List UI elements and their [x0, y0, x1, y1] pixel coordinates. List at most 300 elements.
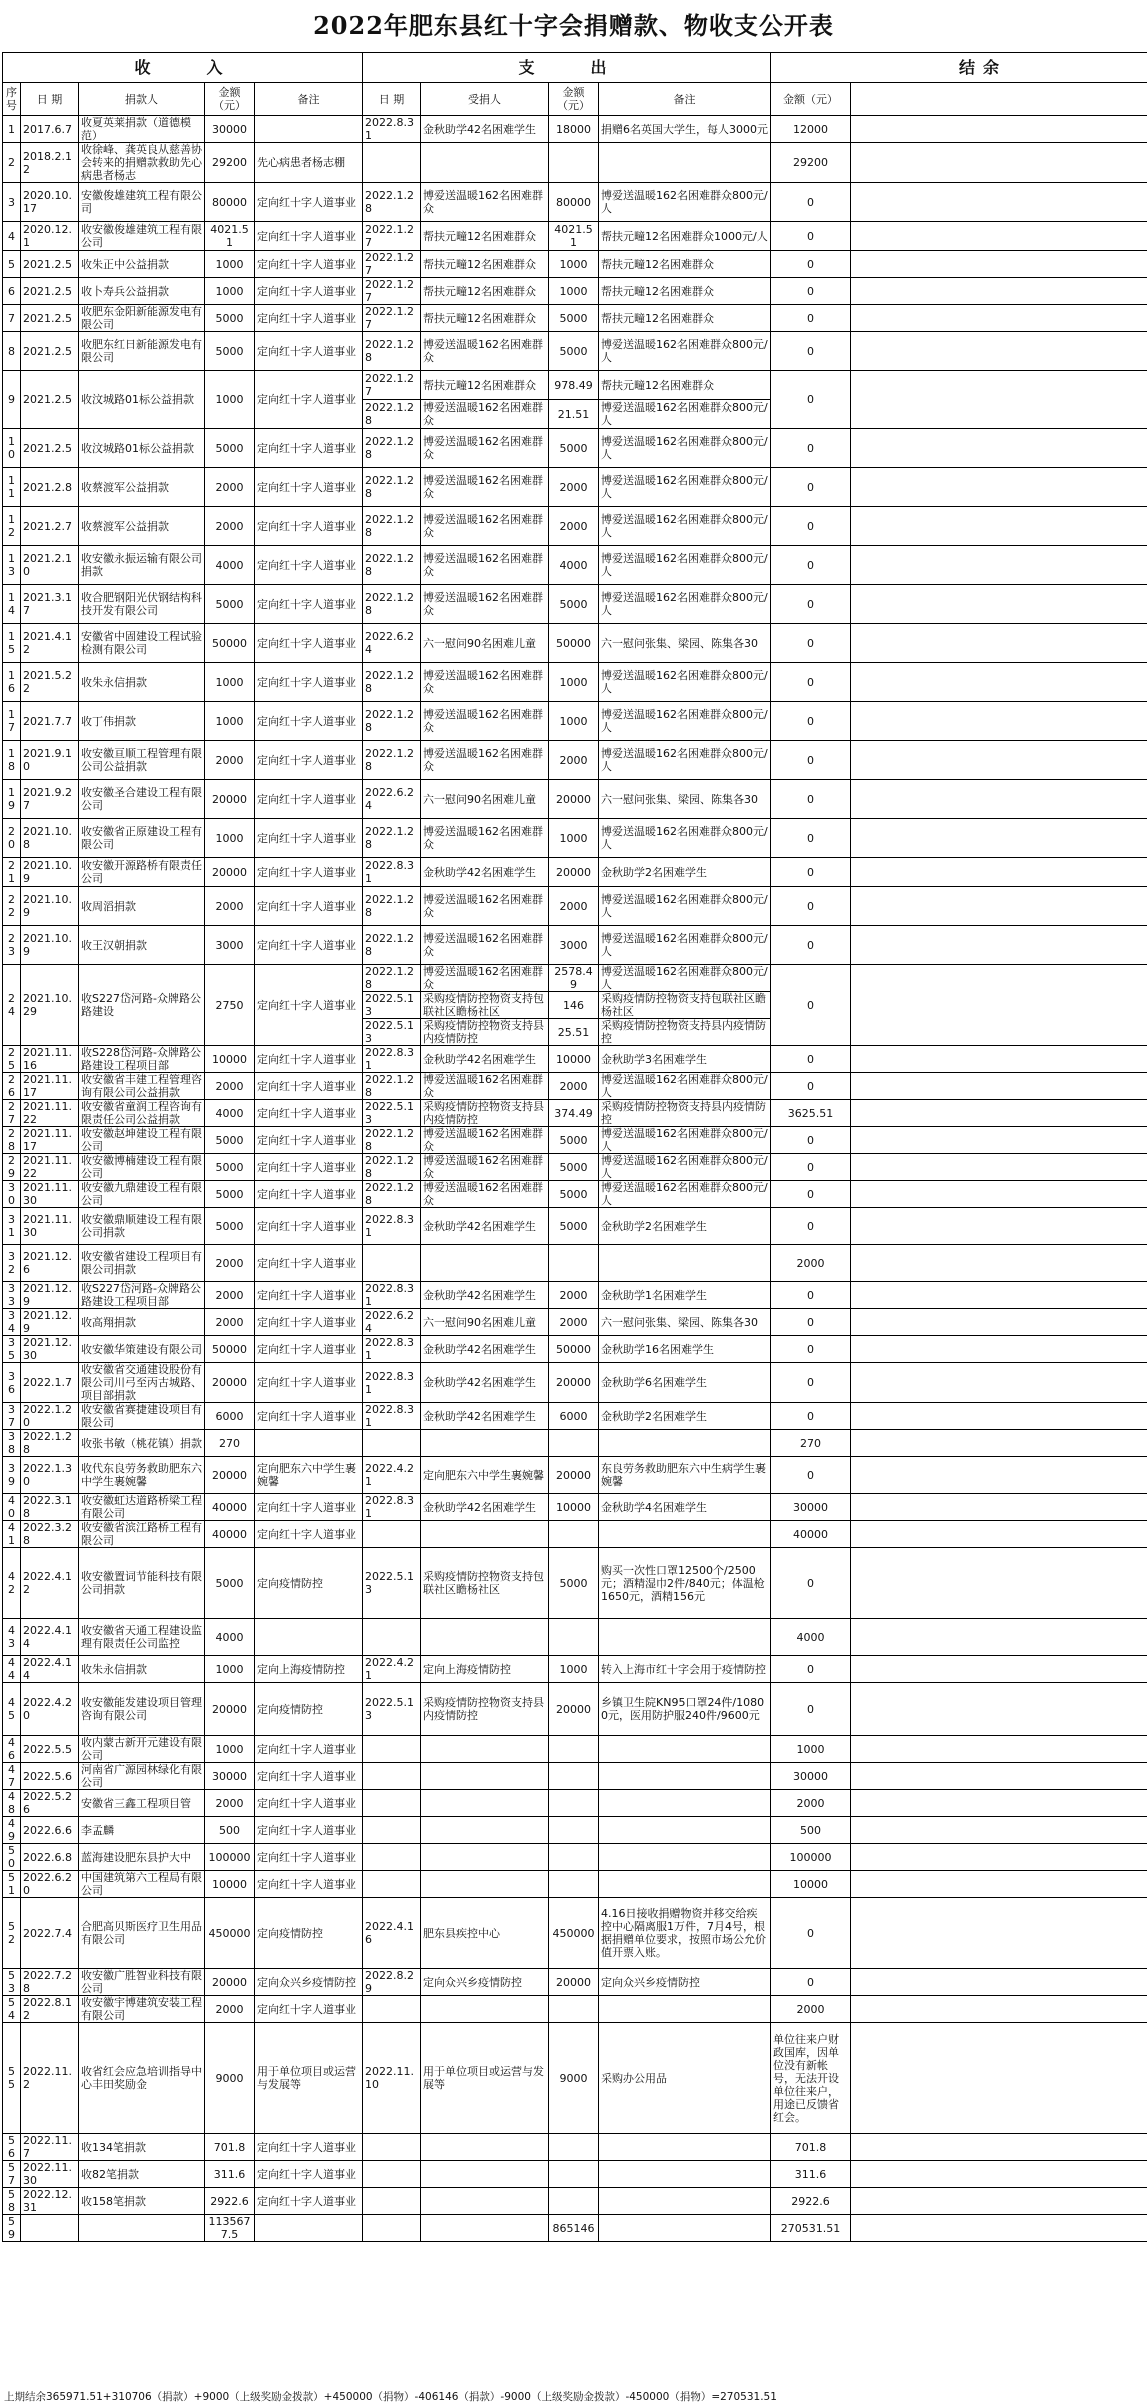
page-title: 2022年肥东县红十字会捐赠款、物收支公开表	[313, 11, 834, 40]
row-recipient	[421, 1521, 549, 1548]
row-seq: 42	[3, 1548, 21, 1619]
row-donor: 收134笔捐款	[79, 2134, 205, 2161]
row-exp-note: 博爱送温暖162名困难群众800元/人	[599, 741, 771, 780]
row-amount: 5000	[205, 1154, 255, 1181]
row-donor	[79, 2215, 205, 2242]
row-exp-amount: 865146	[549, 2215, 599, 2242]
row-recipient: 六一慰问90名困难儿童	[421, 624, 549, 663]
row-exp-note: 帮扶元疃12名困难群众	[599, 251, 771, 278]
row-exp-amount: 5000	[549, 1181, 599, 1208]
row-date: 2022.6.8	[21, 1844, 79, 1871]
row-amount: 20000	[205, 1363, 255, 1403]
row-exp-note: 博爱送温暖162名困难群众800元/人	[599, 468, 771, 507]
row-balance-blank	[851, 1763, 1147, 1790]
row-recipient: 金秋助学42名困难学生	[421, 1363, 549, 1403]
row-seq: 43	[3, 1619, 21, 1656]
row-exp-date: 2022.8.29	[363, 1969, 421, 1996]
row-exp-amount	[549, 143, 599, 183]
row-amount: 40000	[205, 1494, 255, 1521]
row-recipient: 金秋助学42名困难学生	[421, 1046, 549, 1073]
row-note: 先心病患者杨志棚	[255, 143, 363, 183]
row-exp-note: 金秋助学2名困难学生	[599, 1208, 771, 1245]
row-recipient: 金秋助学42名困难学生	[421, 116, 549, 143]
row-exp-amount	[549, 1736, 599, 1763]
row-recipient: 金秋助学42名困难学生	[421, 1336, 549, 1363]
row-balance: 10000	[771, 1871, 851, 1898]
row-amount: 2922.6	[205, 2188, 255, 2215]
row-exp-note: 捐赠6名英国大学生，每人3000元	[599, 116, 771, 143]
table-row	[3, 741, 1147, 780]
row-note: 定向红十字人道事业	[255, 371, 363, 429]
row-seq: 52	[3, 1898, 21, 1969]
row-note: 定向红十字人道事业	[255, 222, 363, 251]
row-donor: 收82笔捐款	[79, 2161, 205, 2188]
col-exp-amount: 金额（元）	[549, 83, 599, 116]
row-balance-blank	[851, 741, 1147, 780]
row-exp-amount: 20000	[549, 1457, 599, 1494]
row-exp-note: 定向众兴乡疫情防控	[599, 1969, 771, 1996]
row-recipient	[421, 1817, 549, 1844]
row-exp-amount: 2000	[549, 1282, 599, 1309]
row-exp-amount	[549, 1521, 599, 1548]
row-balance: 0	[771, 1457, 851, 1494]
row-recipient: 帮扶元疃12名困难群众	[421, 251, 549, 278]
row-note: 定向红十字人道事业	[255, 1245, 363, 1282]
row-exp-date	[363, 1996, 421, 2023]
row-exp-note: 博爱送温暖162名困难群众800元/人	[599, 507, 771, 546]
row-date: 2021.4.12	[21, 624, 79, 663]
row-exp-date: 2022.6.24	[363, 624, 421, 663]
row-exp-date: 2022.1.27	[363, 222, 421, 251]
row-note	[255, 1619, 363, 1656]
row-balance-blank	[851, 1844, 1147, 1871]
row-donor: 收安徽亘顺工程管理有限公司公益捐款	[79, 741, 205, 780]
row-seq: 4	[3, 222, 21, 251]
row-exp-date: 2022.1.28	[363, 507, 421, 546]
row-seq: 10	[3, 429, 21, 468]
row-balance: 311.6	[771, 2161, 851, 2188]
row-balance: 0	[771, 507, 851, 546]
row-amount: 1000	[205, 278, 255, 305]
table-row	[3, 1073, 1147, 1100]
row-balance: 0	[771, 819, 851, 858]
row-note: 定向红十字人道事业	[255, 305, 363, 332]
row-donor: 河南省广源园林绿化有限公司	[79, 1763, 205, 1790]
row-note: 定向红十字人道事业	[255, 702, 363, 741]
row-seq: 39	[3, 1457, 21, 1494]
row-amount: 2000	[205, 1790, 255, 1817]
row-date: 2021.11.16	[21, 1046, 79, 1073]
table-row	[3, 507, 1147, 546]
row-seq: 13	[3, 546, 21, 585]
row-balance: 40000	[771, 1521, 851, 1548]
row-amount: 5000	[205, 585, 255, 624]
table-row	[3, 624, 1147, 663]
row-exp-note: 采购办公用品	[599, 2023, 771, 2134]
table-row	[3, 1996, 1147, 2023]
row-recipient: 博爱送温暖162名困难群众	[421, 1154, 549, 1181]
row-recipient: 帮扶元疃12名困难群众	[421, 278, 549, 305]
row-balance: 0	[771, 1073, 851, 1100]
col-note: 备注	[255, 83, 363, 116]
row-exp-note: 博爱送温暖162名困难群众800元/人	[599, 819, 771, 858]
row-note: 定向红十字人道事业	[255, 1282, 363, 1309]
row-recipient	[421, 2161, 549, 2188]
row-note	[255, 1430, 363, 1457]
row-balance-blank	[851, 1871, 1147, 1898]
row-exp-amount: 5000	[549, 332, 599, 371]
row-balance-blank	[851, 1457, 1147, 1494]
row-balance: 0	[771, 624, 851, 663]
row-exp-date: 2022.1.28	[363, 663, 421, 702]
row-exp-date	[363, 2188, 421, 2215]
row-seq: 32	[3, 1245, 21, 1282]
table-row	[3, 1336, 1147, 1363]
row-balance-blank	[851, 1619, 1147, 1656]
row-date: 2021.12.30	[21, 1336, 79, 1363]
row-note: 定向红十字人道事业	[255, 2188, 363, 2215]
row-seq: 8	[3, 332, 21, 371]
row-donor: 收朱永信捐款	[79, 663, 205, 702]
row-note: 定向红十字人道事业	[255, 780, 363, 819]
row-exp-note: 采购疫情防控物资支持包联社区瞻杨社区	[599, 992, 771, 1019]
row-exp-note: 帮扶元疃12名困难群众	[599, 305, 771, 332]
row-recipient	[421, 2188, 549, 2215]
row-balance-blank	[851, 1656, 1147, 1683]
col-balance-blank	[851, 83, 1147, 116]
row-balance-blank	[851, 429, 1147, 468]
row-donor: 收蔡渡军公益捐款	[79, 468, 205, 507]
row-seq: 36	[3, 1363, 21, 1403]
row-balance-blank	[851, 305, 1147, 332]
row-exp-note: 帮扶元疃12名困难群众	[599, 371, 771, 400]
row-seq: 18	[3, 741, 21, 780]
row-exp-date: 2022.1.27	[363, 371, 421, 400]
row-balance: 0	[771, 1336, 851, 1363]
row-amount: 270	[205, 1430, 255, 1457]
row-donor: 收S227岱河路-众牌路公路建设	[79, 965, 205, 1046]
row-exp-amount	[549, 1619, 599, 1656]
row-balance-blank	[851, 965, 1147, 1046]
table-row	[3, 2215, 1147, 2242]
row-note: 定向红十字人道事业	[255, 926, 363, 965]
row-donor: 收安徽省赛捷建设项目有限公司	[79, 1403, 205, 1430]
row-balance: 4000	[771, 1619, 851, 1656]
row-balance-blank	[851, 1403, 1147, 1430]
table-row	[3, 858, 1147, 887]
row-exp-note: 六一慰问张集、梁园、陈集各30	[599, 624, 771, 663]
row-donor: 收安徽赵坤建设工程有限公司	[79, 1127, 205, 1154]
row-donor: 收安徽广胜智业科技有限公司	[79, 1969, 205, 1996]
row-exp-note	[599, 2215, 771, 2242]
row-exp-amount: 2578.49	[549, 965, 599, 992]
table-row	[3, 702, 1147, 741]
row-balance-blank	[851, 1430, 1147, 1457]
row-recipient: 六一慰问90名困难儿童	[421, 1309, 549, 1336]
row-exp-amount: 1000	[549, 251, 599, 278]
row-balance: 0	[771, 1403, 851, 1430]
row-exp-note: 金秋助学2名困难学生	[599, 858, 771, 887]
row-date: 2021.11.17	[21, 1127, 79, 1154]
row-exp-date: 2022.1.28	[363, 1154, 421, 1181]
row-balance-blank	[851, 1548, 1147, 1619]
row-date: 2022.3.18	[21, 1494, 79, 1521]
row-seq: 25	[3, 1046, 21, 1073]
row-exp-note: 博爱送温暖162名困难群众800元/人	[599, 1073, 771, 1100]
row-exp-amount: 10000	[549, 1046, 599, 1073]
row-seq: 27	[3, 1100, 21, 1127]
row-recipient: 采购疫情防控物资支持包联社区瞻杨社区	[421, 992, 549, 1019]
row-exp-amount: 5000	[549, 1127, 599, 1154]
row-exp-amount: 50000	[549, 624, 599, 663]
row-exp-note	[599, 1871, 771, 1898]
row-amount: 2000	[205, 507, 255, 546]
row-donor: 收158笔捐款	[79, 2188, 205, 2215]
row-balance: 0	[771, 965, 851, 1046]
row-donor: 收安徽省交通建设股份有限公司川弓至丙古城路、项目部捐款	[79, 1363, 205, 1403]
row-amount: 2000	[205, 1282, 255, 1309]
table-row	[3, 1871, 1147, 1898]
row-exp-amount: 9000	[549, 2023, 599, 2134]
row-exp-note: 博爱送温暖162名困难群众800元/人	[599, 332, 771, 371]
row-amount: 20000	[205, 858, 255, 887]
row-exp-date: 2022.1.28	[363, 887, 421, 926]
row-balance: 2000	[771, 1245, 851, 1282]
row-note: 定向红十字人道事业	[255, 1100, 363, 1127]
row-recipient: 定向肥东六中学生裹婉馨	[421, 1457, 549, 1494]
row-balance: 2000	[771, 1790, 851, 1817]
row-seq: 6	[3, 278, 21, 305]
table-row	[3, 1817, 1147, 1844]
row-amount: 500	[205, 1817, 255, 1844]
row-balance-blank	[851, 1683, 1147, 1736]
row-balance: 0	[771, 429, 851, 468]
row-amount: 30000	[205, 1763, 255, 1790]
row-exp-date: 2022.1.28	[363, 819, 421, 858]
row-donor: 安徽省中固建设工程试验检测有限公司	[79, 624, 205, 663]
row-balance: 0	[771, 1181, 851, 1208]
row-balance-blank	[851, 858, 1147, 887]
table-row	[3, 780, 1147, 819]
row-seq: 47	[3, 1763, 21, 1790]
row-amount: 5000	[205, 1208, 255, 1245]
row-exp-note: 博爱送温暖162名困难群众800元/人	[599, 400, 771, 429]
row-exp-note: 博爱送温暖162名困难群众800元/人	[599, 585, 771, 624]
table-row	[3, 1683, 1147, 1736]
row-balance-blank	[851, 624, 1147, 663]
row-seq: 7	[3, 305, 21, 332]
row-seq: 14	[3, 585, 21, 624]
row-balance-blank	[851, 926, 1147, 965]
table-row	[3, 1969, 1147, 1996]
row-seq: 38	[3, 1430, 21, 1457]
row-balance: 0	[771, 1969, 851, 1996]
row-exp-note: 六一慰问张集、梁园、陈集各30	[599, 780, 771, 819]
row-seq: 57	[3, 2161, 21, 2188]
row-balance: 0	[771, 1656, 851, 1683]
row-recipient	[421, 143, 549, 183]
row-exp-date: 2022.1.28	[363, 468, 421, 507]
row-exp-date	[363, 1736, 421, 1763]
row-seq: 45	[3, 1683, 21, 1736]
table-row	[3, 1100, 1147, 1127]
row-exp-note: 采购疫情防控物资支持县内疫情防控	[599, 1019, 771, 1046]
row-donor: 收安徽华策建设有限公司	[79, 1336, 205, 1363]
table-row	[3, 546, 1147, 585]
row-balance: 0	[771, 468, 851, 507]
row-date: 2021.2.5	[21, 429, 79, 468]
row-exp-date: 2022.8.31	[363, 1208, 421, 1245]
row-date: 2021.9.10	[21, 741, 79, 780]
row-date: 2022.1.28	[21, 1430, 79, 1457]
row-date: 2022.6.6	[21, 1817, 79, 1844]
row-balance: 0	[771, 183, 851, 222]
row-note: 定向红十字人道事业	[255, 858, 363, 887]
row-exp-note	[599, 1736, 771, 1763]
row-seq: 3	[3, 183, 21, 222]
table-body	[3, 116, 1147, 2242]
row-exp-date: 2022.8.31	[363, 1363, 421, 1403]
row-balance-blank	[851, 2161, 1147, 2188]
row-note: 定向红十字人道事业	[255, 2134, 363, 2161]
row-balance-blank	[851, 780, 1147, 819]
row-date: 2021.10.9	[21, 858, 79, 887]
row-balance: 0	[771, 1898, 851, 1969]
row-donor: 收汶城路01标公益捐款	[79, 429, 205, 468]
row-amount: 29200	[205, 143, 255, 183]
row-seq: 2	[3, 143, 21, 183]
row-balance-blank	[851, 116, 1147, 143]
row-donor: 安徽省三鑫工程项目管	[79, 1790, 205, 1817]
table-row	[3, 1127, 1147, 1154]
row-donor: 收S228岱河路-众牌路公路建设工程项目部	[79, 1046, 205, 1073]
row-balance-blank	[851, 1154, 1147, 1181]
row-donor: 收安徽鼎顺建设工程有限公司捐款	[79, 1208, 205, 1245]
row-exp-note: 金秋助学3名困难学生	[599, 1046, 771, 1073]
row-exp-amount	[549, 1245, 599, 1282]
row-balance-blank	[851, 2134, 1147, 2161]
row-seq: 11	[3, 468, 21, 507]
row-balance: 0	[771, 1309, 851, 1336]
row-note: 定向红十字人道事业	[255, 1403, 363, 1430]
row-date: 2021.2.7	[21, 507, 79, 546]
row-exp-date: 2022.11.10	[363, 2023, 421, 2134]
table-row	[3, 1619, 1147, 1656]
row-exp-date	[363, 1817, 421, 1844]
row-exp-amount: 20000	[549, 1363, 599, 1403]
row-exp-amount: 21.51	[549, 400, 599, 429]
row-donor: 收代东良劳务救助肥东六中学生裹婉馨	[79, 1457, 205, 1494]
row-amount: 5000	[205, 1548, 255, 1619]
row-date: 2022.4.20	[21, 1683, 79, 1736]
row-exp-amount: 5000	[549, 305, 599, 332]
row-seq: 28	[3, 1127, 21, 1154]
row-exp-amount: 1000	[549, 663, 599, 702]
row-note: 定向红十字人道事业	[255, 585, 363, 624]
row-note	[255, 2215, 363, 2242]
expense-section-title: 支 出	[363, 53, 771, 83]
row-exp-amount: 10000	[549, 1494, 599, 1521]
row-balance: 270531.51	[771, 2215, 851, 2242]
row-balance-blank	[851, 1245, 1147, 1282]
row-recipient: 采购疫情防控物资支持县内疫情防控	[421, 1683, 549, 1736]
row-amount: 2000	[205, 1309, 255, 1336]
row-donor: 收徐峰、龚英良从慈善协会转来的捐赠款救助先心病患者杨志	[79, 143, 205, 183]
row-note: 定向红十字人道事业	[255, 1521, 363, 1548]
row-date: 2021.2.5	[21, 305, 79, 332]
table-row	[3, 2134, 1147, 2161]
row-donor: 李孟麟	[79, 1817, 205, 1844]
table-row	[3, 1208, 1147, 1245]
row-note: 定向红十字人道事业	[255, 251, 363, 278]
row-balance: 1000	[771, 1736, 851, 1763]
row-exp-note	[599, 1521, 771, 1548]
row-seq: 1	[3, 116, 21, 143]
row-date: 2021.10.8	[21, 819, 79, 858]
row-donor: 收安徽省天通工程建设监理有限责任公司监控	[79, 1619, 205, 1656]
row-amount: 2750	[205, 965, 255, 1046]
row-note: 定向疫情防控	[255, 1898, 363, 1969]
row-seq: 5	[3, 251, 21, 278]
row-date: 2022.4.12	[21, 1548, 79, 1619]
row-exp-amount: 4021.51	[549, 222, 599, 251]
row-recipient: 博爱送温暖162名困难群众	[421, 887, 549, 926]
row-amount: 1000	[205, 1736, 255, 1763]
row-note: 定向疫情防控	[255, 1548, 363, 1619]
row-date: 2022.6.20	[21, 1871, 79, 1898]
row-recipient: 采购疫情防控物资支持包联社区瞻杨社区	[421, 1548, 549, 1619]
table-row	[3, 1548, 1147, 1619]
row-seq: 23	[3, 926, 21, 965]
row-donor: 收安徽圣合建设工程有限公司	[79, 780, 205, 819]
row-exp-date: 2022.1.28	[363, 1073, 421, 1100]
row-recipient: 帮扶元疃12名困难群众	[421, 222, 549, 251]
table-row	[3, 585, 1147, 624]
row-exp-note	[599, 1790, 771, 1817]
row-exp-amount: 20000	[549, 1969, 599, 1996]
row-exp-date: 2022.8.31	[363, 1494, 421, 1521]
row-recipient: 博爱送温暖162名困难群众	[421, 663, 549, 702]
row-recipient: 采购疫情防控物资支持县内疫情防控	[421, 1100, 549, 1127]
row-exp-date	[363, 1430, 421, 1457]
row-balance: 0	[771, 1154, 851, 1181]
row-exp-note: 购买一次性口罩12500个/2500元；酒精湿巾2件/840元；体温枪1650元，酒精156元	[599, 1548, 771, 1619]
table-row	[3, 332, 1147, 371]
row-exp-amount: 450000	[549, 1898, 599, 1969]
row-balance: 2922.6	[771, 2188, 851, 2215]
row-donor: 收朱正中公益捐款	[79, 251, 205, 278]
row-exp-note: 博爱送温暖162名困难群众800元/人	[599, 183, 771, 222]
table-row	[3, 1403, 1147, 1430]
row-date: 2021.2.5	[21, 332, 79, 371]
table-row	[3, 371, 1147, 400]
row-seq: 58	[3, 2188, 21, 2215]
row-exp-note: 博爱送温暖162名困难群众800元/人	[599, 926, 771, 965]
row-exp-date: 2022.5.13	[363, 1683, 421, 1736]
row-amount: 10000	[205, 1871, 255, 1898]
row-exp-note: 六一慰问张集、梁园、陈集各30	[599, 1309, 771, 1336]
row-amount: 5000	[205, 1127, 255, 1154]
row-date: 2022.4.14	[21, 1656, 79, 1683]
row-note: 定向红十字人道事业	[255, 278, 363, 305]
row-exp-date: 2022.1.28	[363, 741, 421, 780]
row-exp-amount: 146	[549, 992, 599, 1019]
table-row	[3, 1457, 1147, 1494]
table-row	[3, 1282, 1147, 1309]
table-row	[3, 1181, 1147, 1208]
row-recipient	[421, 1871, 549, 1898]
row-donor: 收S227岱河路-众牌路公路建设工程项目部	[79, 1282, 205, 1309]
